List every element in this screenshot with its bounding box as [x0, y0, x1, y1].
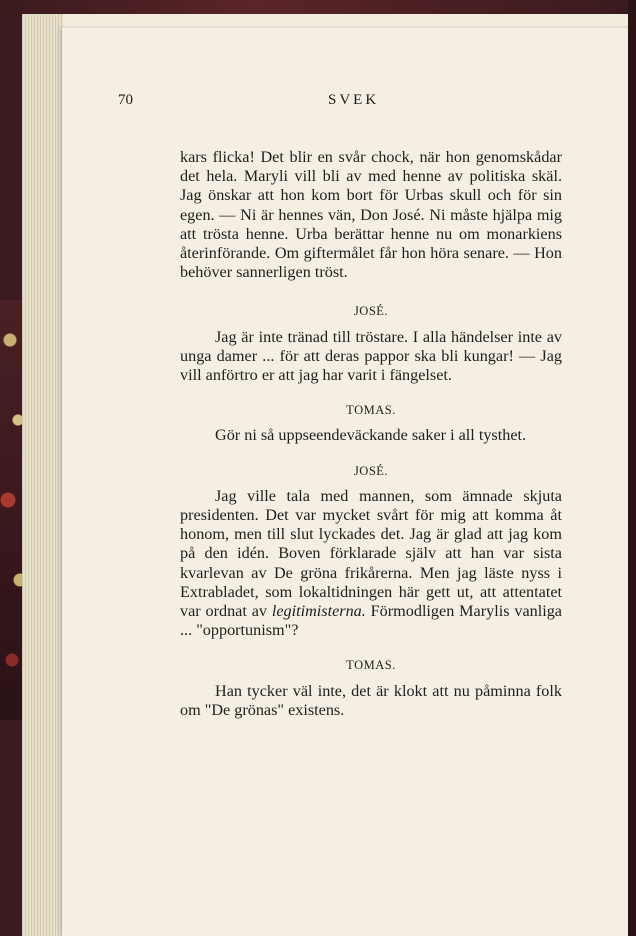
right-edge	[628, 0, 636, 936]
page-number: 70	[118, 92, 133, 108]
speaker-label: TOMAS.	[346, 658, 396, 673]
speaker-label: JOSÉ.	[353, 304, 389, 319]
paragraph-5: Han tycker väl inte, det är klokt att nu påminna folk om "De grönas" existens.	[180, 681, 562, 719]
paragraph-1: kars flicka! Det blir en svår chock, när hon genomskådar det hela. Maryli vill bli av med henne av politiska skäl. Jag önskar att hon kom bort för Urbas skull och för sin egen. — Ni är hennes vän, Don José. Ni måste hjälpa mig att trösta henne. Urba berättar henne nu om monarkiens återinförande. Om giftermålet får hon höra senare. — Hon behöver sannerligen tröst.	[180, 148, 562, 282]
paragraph-2: Jag är inte tränad till tröstare. I alla händelser inte av unga damer ... för att deras pappor ska bli kungar! — Jag vill anförtro er att jag har varit i fängelset.	[180, 327, 562, 385]
running-title: SVEK	[328, 92, 380, 108]
body-text	[180, 148, 562, 720]
speaker-label: JOSÉ.	[353, 463, 389, 478]
paragraph-4-text: Jag ville tala med mannen, som ämnade skjuta presidenten. Det var mycket svårt för mig att komma åt honom, men till slut lyckades det. Jag är glad att jag kom på den idén. Boven förklarade själv att han var sista kvarlevan av De gröna frikårerna. Men jag läste nyss i Extrabladet, som lokaltidningen här gett ut, att attentatet var ordnat av	[180, 486, 562, 621]
speaker-label: TOMAS.	[346, 403, 396, 418]
paragraph-4-text-end: Förmodligen Marylis vanliga ... "opportunism"?	[180, 602, 562, 640]
paragraph-4	[180, 487, 562, 641]
paragraph-3: Gör ni så uppseendeväckande saker i all tysthet.	[215, 426, 527, 445]
paragraph-4-italic: legitimisterna.	[271, 602, 366, 621]
